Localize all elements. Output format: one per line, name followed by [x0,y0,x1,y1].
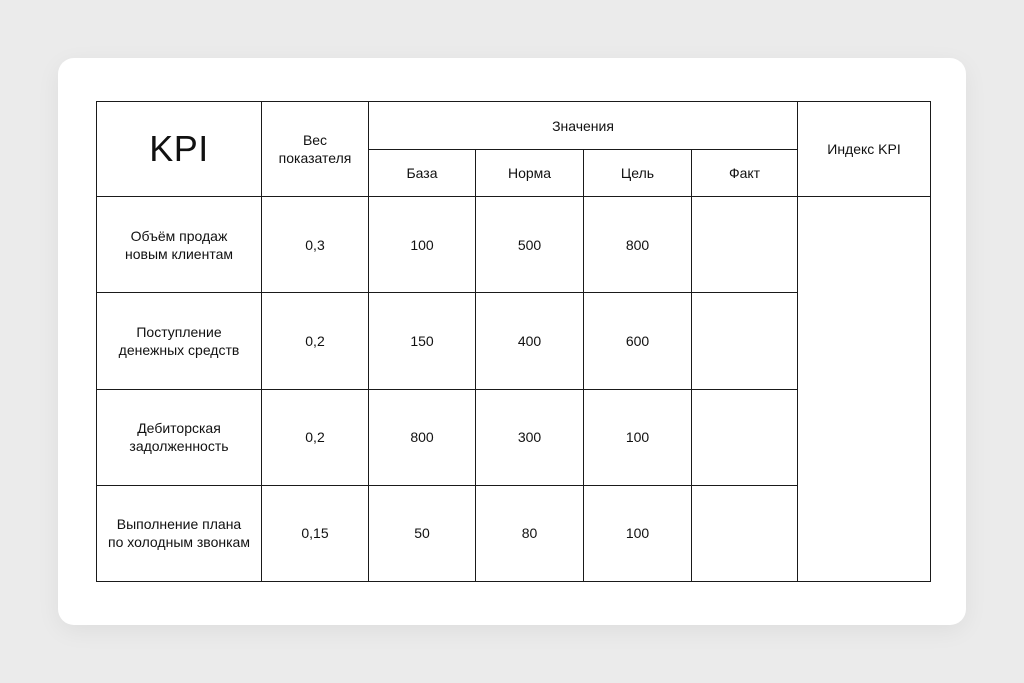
kpi-name-cell: Поступление денежных средств [97,293,262,389]
weight-cell: 0,3 [262,197,369,293]
fact-cell [692,293,798,389]
base-cell: 100 [369,197,476,293]
kpi-name-cell: Выполнение плана по холодным звонкам [97,485,262,581]
fact-cell [692,389,798,485]
weight-header: Вес показателя [262,102,369,197]
norm-header: Норма [476,150,584,197]
kpi-index-cell [798,197,931,582]
kpi-header: KPI [97,102,262,197]
fact-header: Факт [692,150,798,197]
header-row-top [97,102,931,150]
table-row [97,197,931,293]
fact-cell [692,485,798,581]
kpi-index-header: Индекс KPI [798,102,931,197]
weight-cell: 0,2 [262,293,369,389]
norm-cell: 80 [476,485,584,581]
base-header: База [369,150,476,197]
weight-cell: 0,15 [262,485,369,581]
target-header: Цель [584,150,692,197]
norm-cell: 500 [476,197,584,293]
target-cell: 600 [584,293,692,389]
kpi-name-cell: Объём продаж новым клиентам [97,197,262,293]
norm-cell: 400 [476,293,584,389]
weight-cell: 0,2 [262,389,369,485]
target-cell: 100 [584,389,692,485]
fact-cell [692,197,798,293]
base-cell: 50 [369,485,476,581]
base-cell: 150 [369,293,476,389]
norm-cell: 300 [476,389,584,485]
target-cell: 800 [584,197,692,293]
target-cell: 100 [584,485,692,581]
base-cell: 800 [369,389,476,485]
kpi-table [96,101,931,582]
kpi-name-cell: Дебиторская задолженность [97,389,262,485]
values-group-header: Значения [369,102,798,150]
content-card [58,58,966,625]
